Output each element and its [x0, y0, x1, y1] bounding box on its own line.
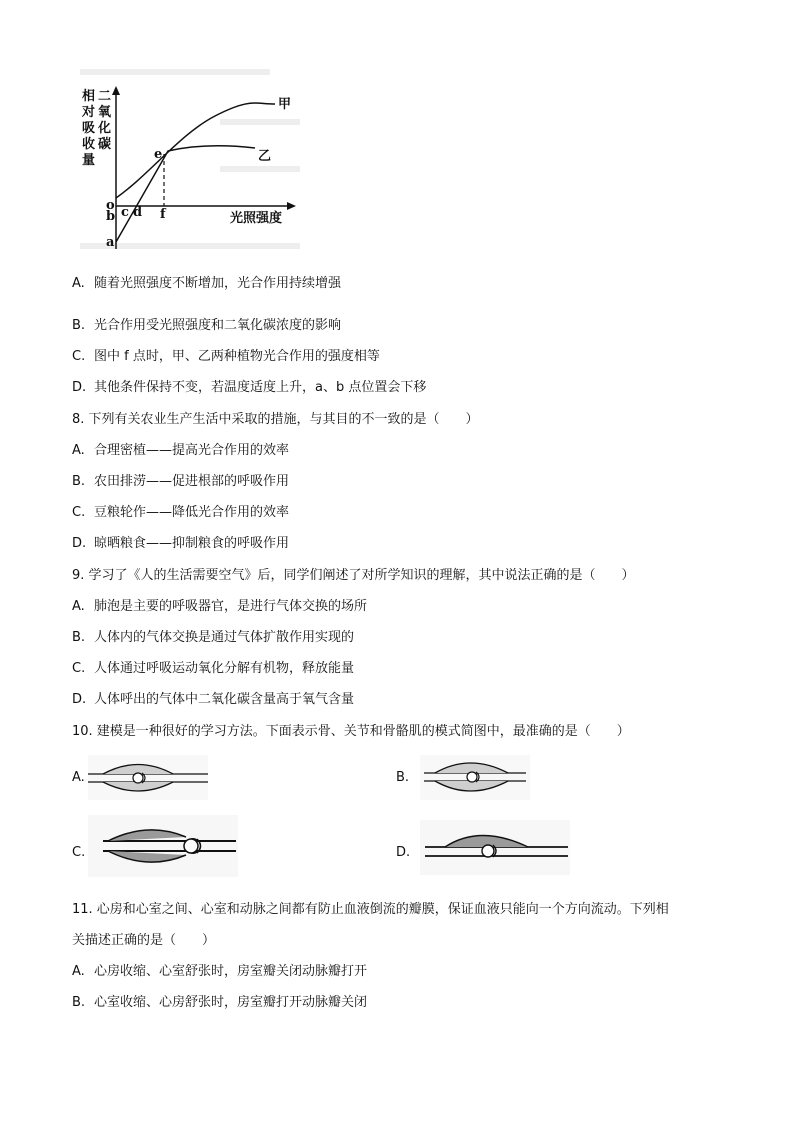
option-letter: C. — [72, 505, 86, 520]
q9-option-d — [72, 692, 354, 708]
q8-option-d — [72, 536, 289, 552]
y-axis-arrow-icon — [112, 86, 120, 95]
q7-option-b — [72, 318, 341, 334]
y-label2-char-4: 碳 — [98, 137, 112, 152]
q10-diagram-c — [88, 815, 238, 877]
q9-option-c — [72, 661, 354, 677]
label-yi: 乙 — [258, 149, 272, 164]
option-text: 随着光照强度不断增加，光合作用持续增强 — [94, 276, 342, 291]
point-c: c — [121, 205, 129, 220]
point-b: b — [106, 209, 116, 224]
point-a: a — [106, 235, 115, 250]
x-axis-label: 光照强度 — [230, 211, 283, 226]
option-letter: D. — [72, 692, 87, 707]
option-letter: B. — [72, 995, 86, 1010]
q11-option-b — [72, 995, 367, 1011]
option-text: 合理密植——提高光合作用的效率 — [94, 443, 290, 458]
option-letter: B. — [72, 318, 86, 333]
q8-option-a — [72, 443, 289, 459]
y-label-char-1: 相 — [82, 89, 96, 104]
curve-jia — [116, 103, 275, 198]
y-label2-char-2: 氧 — [98, 105, 112, 120]
q11-option-a — [72, 964, 367, 980]
option-text: 农田排涝——促进根部的呼吸作用 — [94, 474, 290, 489]
option-text: 其他条件保持不变，若温度适度上升，a、b 点位置会下移 — [94, 380, 427, 395]
graph-svg — [70, 64, 310, 254]
option-letter: A. — [72, 599, 85, 614]
option-text: 人体呼出的气体中二氧化碳含量高于氧气含量 — [94, 692, 355, 707]
photosynthesis-graph — [70, 64, 310, 254]
option-letter: D. — [72, 380, 87, 395]
q10-label-d: D. — [396, 845, 411, 860]
y-label2-char-1: 二 — [98, 89, 112, 104]
option-text: 心室收缩、心房舒张时，房室瓣打开动脉瓣关闭 — [94, 995, 368, 1010]
y-label-char-3: 吸 — [82, 121, 96, 136]
q9-option-b — [72, 630, 354, 646]
q9-stem: 9. 学习了《人的生活需要空气》后，同学们阐述了对所学知识的理解，其中说法正确的是（ ） — [72, 568, 635, 583]
q10-diagram-d — [420, 820, 570, 875]
point-f: f — [160, 207, 166, 222]
q11-stem-line-1: 11. 心房和心室之间、心室和动脉之间都有防止血液倒流的瓣膜，保证血液只能向一个方向流动。下列相 — [72, 902, 669, 917]
y-label-char-4: 收 — [82, 137, 96, 152]
curve-yi — [116, 146, 255, 242]
option-text: 晾晒粮食——抑制粮食的呼吸作用 — [94, 536, 290, 551]
option-letter: A. — [72, 276, 85, 291]
option-text: 肺泡是主要的呼吸器官，是进行气体交换的场所 — [94, 599, 368, 614]
q10-label-c: C. — [72, 845, 86, 860]
option-letter: C. — [72, 661, 86, 676]
q7-option-d — [72, 380, 426, 396]
y-label2-char-3: 化 — [98, 121, 112, 136]
option-letter: D. — [72, 536, 87, 551]
q8-stem: 8. 下列有关农业生产生活中采取的措施，与其目的不一致的是（ ） — [72, 412, 479, 427]
option-letter: B. — [72, 474, 86, 489]
x-axis-arrow-icon — [287, 202, 296, 210]
q8-option-b — [72, 474, 289, 490]
q10-stem: 10. 建模是一种很好的学习方法。下面表示骨、关节和骨骼肌的模式简图中，最准确的是（ ） — [72, 724, 630, 739]
y-label-char-5: 量 — [82, 153, 96, 168]
q11-stem-line-2: 关描述正确的是（ ） — [72, 933, 216, 948]
option-text: 图中 f 点时，甲、乙两种植物光合作用的强度相等 — [94, 349, 380, 364]
option-letter: B. — [72, 630, 86, 645]
q10-label-b: B. — [396, 770, 410, 785]
y-label-char-2: 对 — [82, 105, 96, 120]
option-text: 豆粮轮作——降低光合作用的效率 — [94, 505, 290, 520]
q7-option-c — [72, 349, 380, 365]
option-text: 人体内的气体交换是通过气体扩散作用实现的 — [94, 630, 355, 645]
option-letter: A. — [72, 964, 85, 979]
option-letter: A. — [72, 443, 85, 458]
option-text: 人体通过呼吸运动氧化分解有机物，释放能量 — [94, 661, 355, 676]
label-jia: 甲 — [278, 97, 292, 112]
point-e: e — [154, 147, 163, 162]
q10-label-a: A. — [72, 770, 85, 785]
point-d: d — [133, 205, 143, 220]
option-letter: C. — [72, 349, 86, 364]
q10-diagram-a — [88, 755, 208, 800]
q7-option-a — [72, 276, 341, 292]
q9-option-a — [72, 599, 367, 615]
option-text: 光合作用受光照强度和二氧化碳浓度的影响 — [94, 318, 342, 333]
q8-option-c — [72, 505, 289, 521]
q10-diagram-b — [420, 755, 530, 800]
option-text: 心房收缩、心室舒张时，房室瓣关闭动脉瓣打开 — [94, 964, 368, 979]
point-o: o — [106, 198, 115, 213]
